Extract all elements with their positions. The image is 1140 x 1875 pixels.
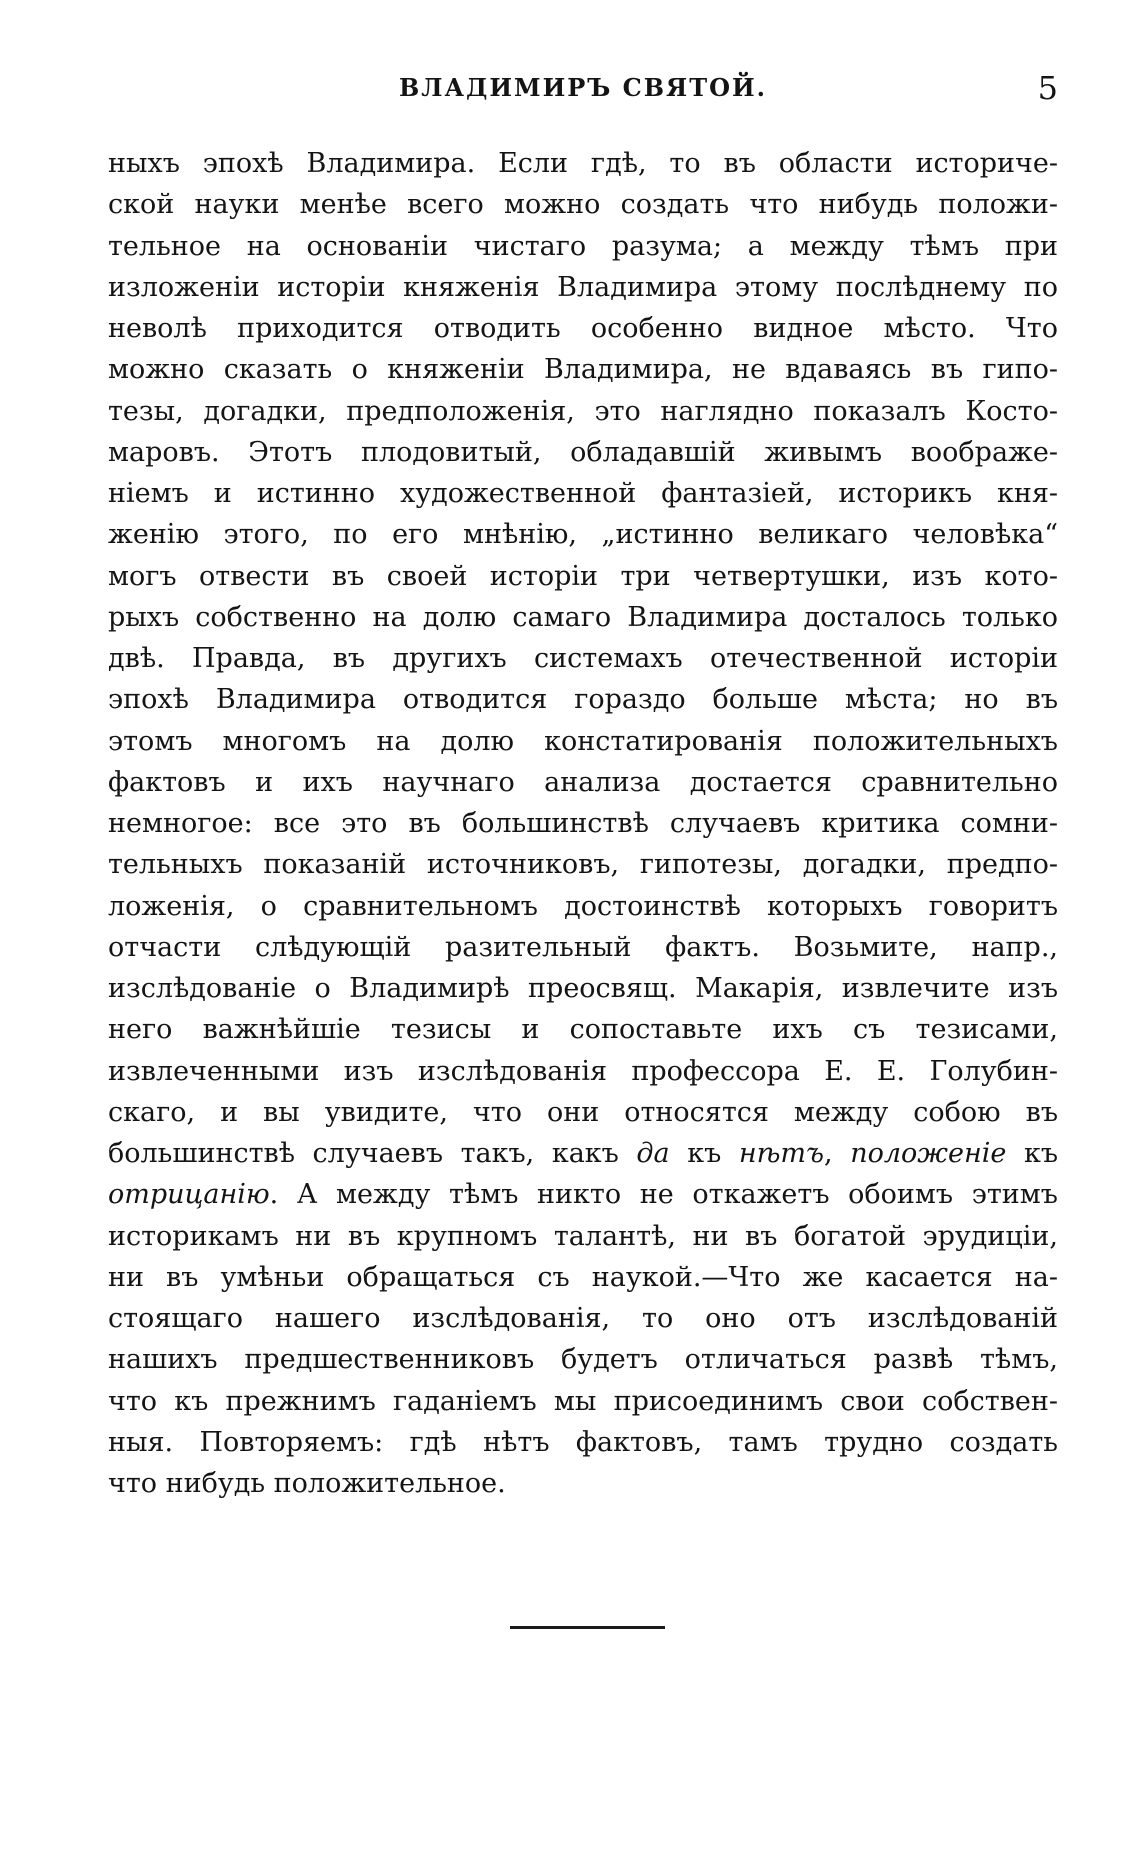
text-line: неволѣ приходится отводить особенно видное мѣсто. Что [108,313,1058,344]
text-line: ни въ умѣньи обращаться съ наукой.—Что же касается на- [108,1261,1058,1293]
text-line-last: что нибудь положительное. [108,1468,506,1499]
text-line: изложеніи исторіи княженія Владимира этому послѣднему по [108,271,1058,303]
line-text: . А между тѣмъ никто не откажетъ обоимъ этимъ [269,1179,1058,1211]
line-text: къ [1006,1138,1058,1169]
text-line: этомъ многомъ на долю констатированія положительныхъ [108,725,1058,757]
text-line: стоящаго нашего изслѣдованія, то оно отъ изслѣдованій [108,1303,1058,1334]
text-line-with-italics [108,1133,1058,1174]
italic-word: нѣтъ [738,1138,825,1169]
text-line: нашихъ предшественниковъ будетъ отличаться развѣ тѣмъ, [108,1344,1058,1376]
text-line: ныя. Повторяемъ: гдѣ нѣтъ фактовъ, тамъ трудно создать [108,1426,1058,1458]
text-line: ніемъ и истинно художественной фантазіей, историкъ кня- [108,478,1058,509]
italic-word: положеніе [850,1138,1007,1169]
text-line: ныхъ эпохѣ Владимира. Если гдѣ, то въ области историче- [108,148,1058,179]
text-line: изслѣдованіе о Владимирѣ преосвящ. Макарія, извлечите изъ [108,973,1058,1004]
running-head [108,68,1058,108]
text-line: маровъ. Этотъ плодовитый, обладавшій живымъ воображе- [108,436,1058,468]
text-line: скаго, и вы увидите, что они относятся между собою въ [108,1096,1058,1128]
line-text: большинствѣ случаевъ такъ, какъ [108,1138,637,1169]
text-line: можно сказать о княженіи Владимира, не вдаваясь въ гипо- [108,354,1058,386]
text-line: немногое: все это въ большинствѣ случаевъ критика сомни- [108,808,1058,839]
text-line: рыхъ собственно на долю самаго Владимира досталось только [108,601,1058,633]
text-line: извлеченными изъ изслѣдованія профессора Е. Е. Голубин- [108,1055,1058,1087]
text-line: эпохѣ Владимира отводится гораздо больше мѣста; но въ [108,684,1058,716]
italic-word: да [636,1138,670,1169]
section-divider-rule [510,1626,665,1629]
text-line: ложенія, о сравнительномъ достоинствѣ которыхъ говоритъ [108,890,1058,922]
text-line: тельныхъ показаній источниковъ, гипотезы, догадки, предпо- [108,849,1058,881]
text-line: что къ прежнимъ гаданіемъ мы присоединимъ свои собствен- [108,1385,1058,1417]
text-line: отчасти слѣдующій разительный фактъ. Возьмите, напр., [108,931,1058,963]
text-line: двѣ. Правда, въ другихъ системахъ отечественной исторіи [108,643,1058,674]
page-number: 5 [1037,69,1058,107]
text-line: ской науки менѣе всего можно создать что нибудь положи- [108,189,1058,221]
text-line: тезы, догадки, предположенія, это наглядно показалъ Косто- [108,395,1058,427]
body-text [108,143,1058,1504]
text-line: женію этого, по его мнѣнію, „истинно великаго человѣка“ [108,519,1058,551]
text-line-with-italics [108,1174,1058,1215]
line-text: къ [669,1138,739,1169]
text-line: него важнѣйшіе тезисы и сопоставьте ихъ съ тезисами, [108,1014,1058,1046]
line-text: , [824,1138,851,1169]
text-line: могъ отвести въ своей исторіи три четвертушки, изъ кото- [108,560,1058,592]
italic-word: отрицанію [108,1179,270,1211]
text-line: историкамъ ни въ крупномъ талантѣ, ни въ богатой эрудиціи, [108,1220,1058,1252]
running-title: ВЛАДИМИРЪ СВЯТОЙ. [398,73,768,102]
text-line: фактовъ и ихъ научнаго анализа достается сравнительно [108,766,1058,798]
text-line: тельное на основаніи чистаго разума; а между тѣмъ при [108,230,1058,262]
